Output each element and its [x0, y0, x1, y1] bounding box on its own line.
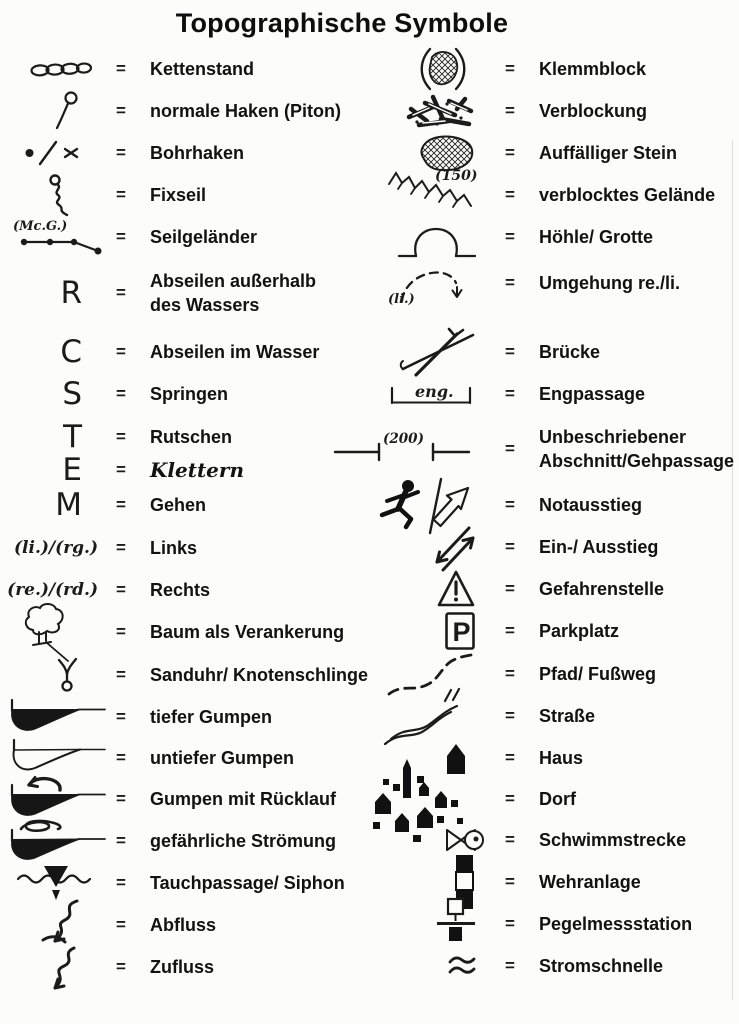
- handrail-annotation: (Mc.G.): [13, 219, 68, 234]
- equals-sign: =: [505, 664, 515, 683]
- legend-row: [369, 568, 739, 610]
- label-line-2: Abschnitt/Gehpassage: [539, 451, 735, 471]
- legend-row: [369, 945, 739, 987]
- symbol-label: Auffälliger Stein: [539, 142, 678, 163]
- equals-sign: =: [116, 460, 126, 479]
- gauge-icon: [369, 897, 495, 951]
- equals-sign: =: [505, 273, 515, 292]
- symbol-label: Seilgeländer: [150, 226, 258, 247]
- cave-icon: [369, 214, 495, 260]
- equals-sign: =: [116, 495, 126, 514]
- equals-sign: =: [116, 227, 126, 246]
- section-length-annotation: (200): [383, 431, 424, 447]
- equals-sign: =: [116, 915, 126, 934]
- legend-row: [369, 526, 739, 568]
- letter-m-symbol: M: [55, 486, 82, 523]
- legend-row: [0, 132, 369, 174]
- equals-sign: =: [116, 59, 126, 78]
- page-title: Topographische Symbole: [175, 8, 509, 38]
- right-abbreviation-symbol: (re.)/(rd.): [7, 580, 98, 600]
- symbol-label: Engpassage: [539, 383, 646, 404]
- bolt-icon: [0, 140, 106, 166]
- bypass-icon: [369, 255, 495, 311]
- jammed-block-icon: [369, 47, 495, 91]
- symbol-label: Kettenstand: [150, 58, 255, 79]
- legend-row: [369, 778, 739, 820]
- equals-sign: =: [505, 227, 515, 246]
- legend-row: [0, 48, 369, 90]
- symbol-label: Straße: [539, 705, 596, 726]
- equals-sign: =: [116, 283, 126, 302]
- legend-row: [369, 90, 739, 132]
- equals-sign: =: [505, 789, 515, 808]
- legend-row: [0, 820, 369, 862]
- equals-sign: =: [505, 342, 515, 361]
- equals-sign: =: [116, 101, 126, 120]
- rope-handrail-icon: [0, 217, 106, 257]
- right-column: [369, 0, 739, 1024]
- symbol-label: [525, 425, 739, 474]
- legend-row: [369, 168, 739, 216]
- entry-exit-icon: [369, 520, 495, 574]
- legend-row: [369, 331, 739, 373]
- equals-sign: =: [116, 957, 126, 976]
- symbol-label: Pegelmessstation: [539, 913, 693, 934]
- symbol-label: Umgehung re./li.: [539, 272, 681, 293]
- symbol-label: verblocktes Gelände: [539, 184, 716, 205]
- equals-sign: =: [505, 495, 515, 514]
- equals-sign: =: [116, 622, 126, 641]
- sling-icon: [0, 657, 106, 693]
- legend-row: [369, 419, 739, 479]
- deep-pool-icon: [0, 697, 106, 737]
- symbol-label: untiefer Gumpen: [150, 747, 295, 768]
- equals-sign: =: [116, 707, 126, 726]
- parking-letter: P: [452, 617, 471, 647]
- symbol-label: Pfad/ Fußweg: [539, 663, 656, 684]
- equals-sign: =: [116, 384, 126, 403]
- symbol-label: Abfluss: [150, 914, 217, 935]
- letter-c-symbol: C: [60, 333, 82, 370]
- equals-sign: =: [505, 748, 515, 767]
- unmarked-section-icon: [369, 432, 495, 466]
- letter-r-symbol: R: [60, 274, 82, 311]
- symbol-label: Sanduhr/ Knotenschlinge: [150, 664, 369, 685]
- terrain-annotation: (150): [435, 168, 478, 184]
- bypass-annotation: (li.): [388, 292, 415, 307]
- symbol-label: Bohrhaken: [150, 142, 245, 163]
- equals-sign: =: [505, 621, 515, 640]
- equals-sign: =: [505, 101, 515, 120]
- piton-icon: [0, 90, 106, 132]
- symbol-label: Parkplatz: [539, 620, 620, 641]
- symbol-label: Rutschen: [150, 426, 233, 447]
- equals-sign: =: [505, 706, 515, 725]
- symbol-label: Wehranlage: [539, 871, 641, 892]
- legend-row: [0, 527, 369, 569]
- legend-row: [369, 373, 739, 415]
- equals-sign: =: [116, 538, 126, 557]
- inflow-icon: [0, 933, 106, 1001]
- equals-sign: =: [505, 143, 515, 162]
- rapids-icon: [369, 953, 495, 979]
- legend-row: [369, 903, 739, 945]
- equals-sign: =: [116, 342, 126, 361]
- symbol-label: Rechts: [150, 579, 211, 600]
- narrow-passage-icon: [369, 378, 495, 410]
- bridge-icon: [369, 327, 495, 377]
- label-line-1: Abseilen außerhalb: [150, 270, 317, 291]
- symbol-label: Gumpen mit Rücklauf: [150, 788, 337, 809]
- log-jam-icon: [369, 91, 495, 131]
- fixed-rope-icon: [0, 174, 106, 216]
- symbol-label: Baum als Verankerung: [150, 621, 345, 642]
- equals-sign: =: [505, 185, 515, 204]
- legend-row: [369, 216, 739, 258]
- legend-row: [0, 484, 369, 526]
- legend-row: [0, 611, 369, 653]
- legend-row: [369, 610, 739, 652]
- legend-row: [369, 48, 739, 90]
- dangerous-current-icon: [0, 817, 106, 865]
- symbol-label: Höhle/ Grotte: [539, 226, 654, 247]
- left-abbreviation-symbol: (li.)/(rg.): [14, 538, 98, 558]
- symbol-label: Springen: [150, 383, 229, 404]
- equals-sign: =: [116, 873, 126, 892]
- chain-anchor-icon: [0, 59, 106, 79]
- equals-sign: =: [116, 580, 126, 599]
- left-column: [0, 0, 369, 1024]
- equals-sign: =: [505, 59, 515, 78]
- symbol-label-handwritten: Klettern: [150, 457, 244, 482]
- symbol-label: Brücke: [539, 341, 601, 362]
- legend-row: [0, 216, 369, 258]
- symbol-label: Abseilen im Wasser: [150, 341, 320, 362]
- legend-row: [0, 654, 369, 696]
- legend-row: [0, 696, 369, 738]
- equals-sign: =: [116, 831, 126, 850]
- letter-t-symbol: T: [63, 418, 82, 455]
- equals-sign: =: [505, 956, 515, 975]
- symbol-label: Notausstieg: [539, 494, 643, 515]
- legend-row: [0, 331, 369, 373]
- legend-row: [369, 262, 739, 307]
- equals-sign: =: [505, 537, 515, 556]
- symbol-label: Dorf: [539, 788, 576, 809]
- danger-icon: [369, 569, 495, 609]
- letter-s-symbol: S: [62, 375, 82, 412]
- symbol-label: Klemmblock: [539, 58, 647, 79]
- symbol-label: Stromschnelle: [539, 955, 664, 976]
- symbol-label: [136, 269, 369, 318]
- equals-sign: =: [116, 748, 126, 767]
- equals-sign: =: [505, 914, 515, 933]
- shallow-pool-icon: [0, 737, 106, 779]
- symbol-label: Ein-/ Ausstieg: [539, 536, 659, 557]
- equals-sign: =: [116, 427, 126, 446]
- equals-sign: =: [505, 579, 515, 598]
- swim-icon: [369, 826, 495, 854]
- symbol-label: normale Haken (Piton): [150, 100, 342, 121]
- legend-row: [0, 778, 369, 820]
- equals-sign: =: [116, 789, 126, 808]
- equals-sign: =: [505, 384, 515, 403]
- symbol-label: Zufluss: [150, 956, 215, 977]
- legend-row: [0, 174, 369, 216]
- legend-row: [0, 737, 369, 779]
- symbol-label: tiefer Gumpen: [150, 706, 273, 727]
- legend-row: [369, 695, 739, 737]
- narrow-passage-annotation: eng.: [415, 382, 454, 401]
- label-line-1: Unbeschriebener: [539, 426, 687, 447]
- symbol-label: Links: [150, 537, 198, 558]
- symbol-label: Gehen: [150, 494, 207, 515]
- equals-sign: =: [116, 185, 126, 204]
- label-line-2: des Wassers: [150, 295, 260, 315]
- symbol-label: gefährliche Strömung: [150, 830, 337, 851]
- legend-row: [0, 263, 369, 323]
- equals-sign: =: [505, 872, 515, 891]
- equals-sign: =: [505, 439, 515, 458]
- equals-sign: =: [116, 143, 126, 162]
- equals-sign: =: [116, 665, 126, 684]
- legend-row: [0, 373, 369, 415]
- symbol-label: Haus: [539, 747, 584, 768]
- legend-row: [0, 90, 369, 132]
- symbol-label: Verblockung: [539, 100, 648, 121]
- symbol-label: Tauchpassage/ Siphon: [150, 872, 345, 893]
- equals-sign: =: [505, 830, 515, 849]
- letter-e-symbol: E: [62, 451, 82, 488]
- symbol-label: Schwimmstrecke: [539, 829, 687, 850]
- symbol-label: Fixseil: [150, 184, 207, 205]
- legend-row: [0, 946, 369, 988]
- symbol-label: Gefahrenstelle: [539, 578, 665, 599]
- parking-icon: [369, 610, 495, 652]
